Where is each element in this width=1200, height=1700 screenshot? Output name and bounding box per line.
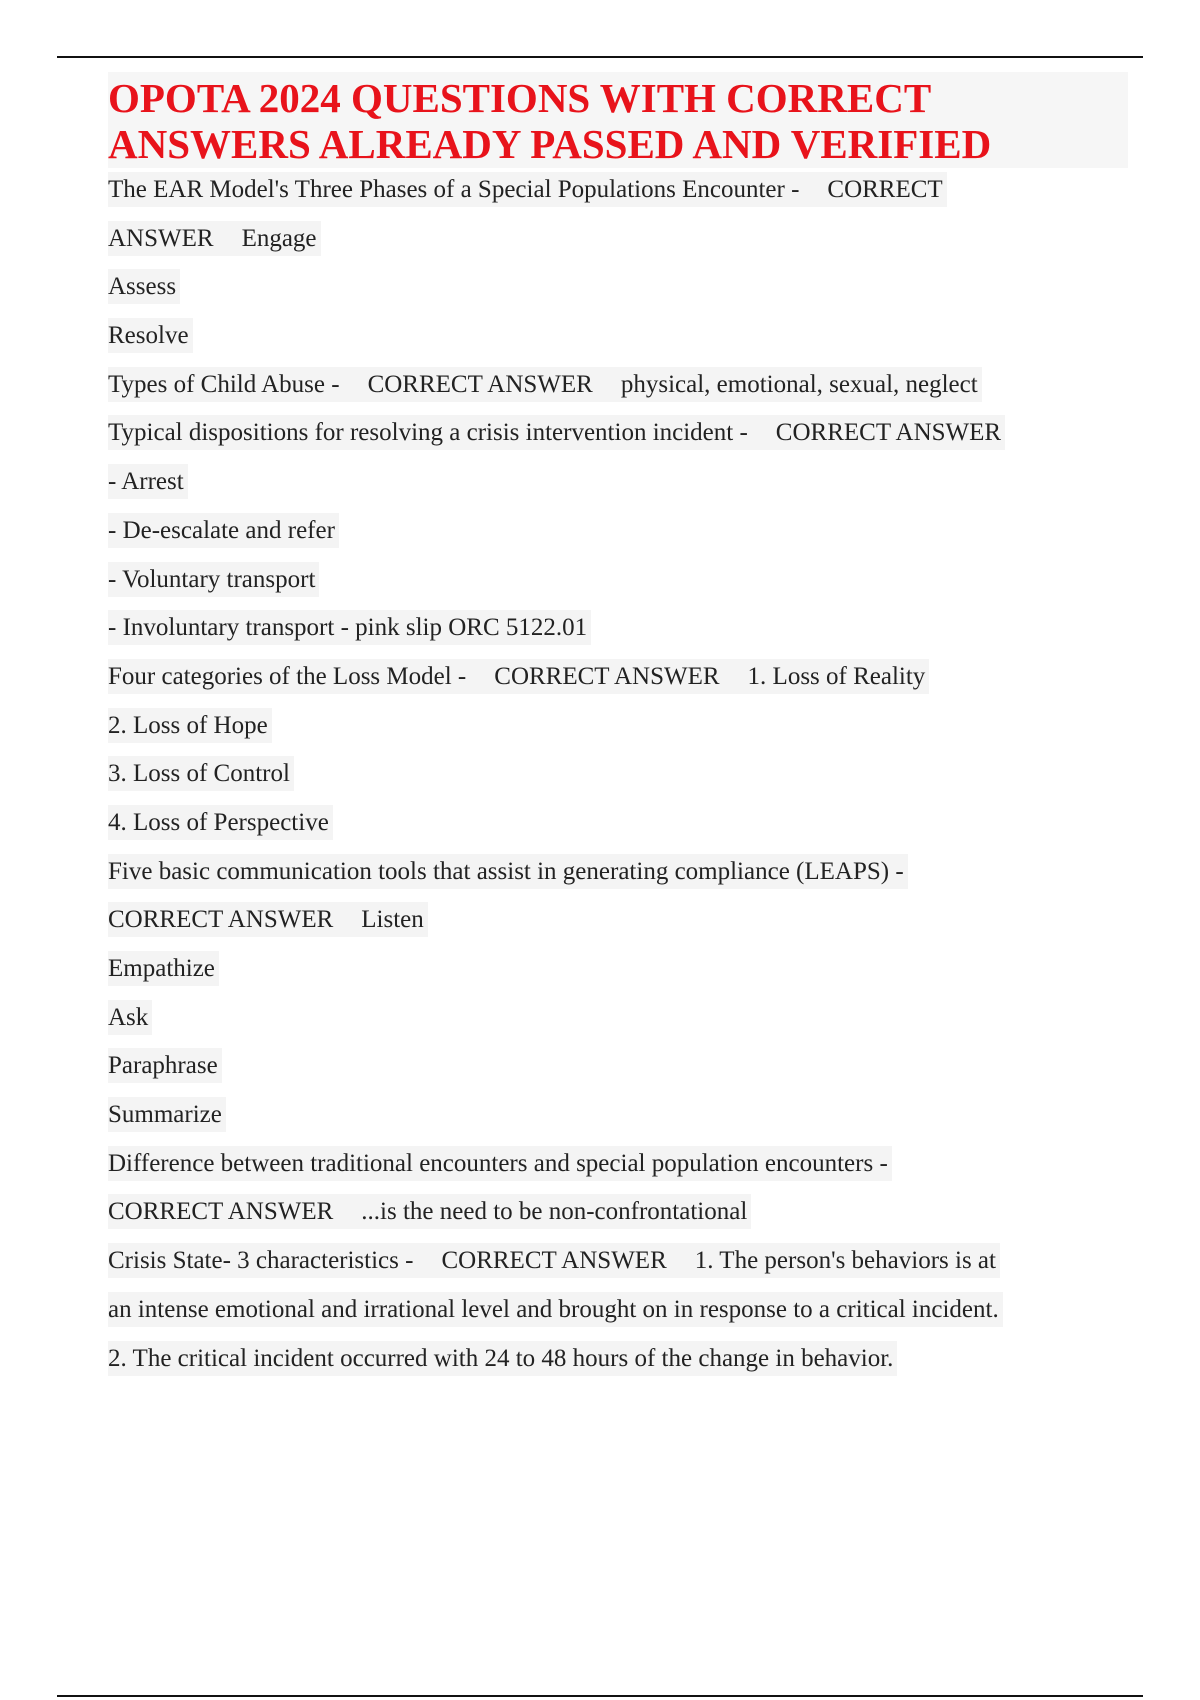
answer-text: 2. Loss of Hope [108, 708, 272, 743]
answer-text: Summarize [108, 1097, 226, 1132]
answer-text: - Involuntary transport - pink slip ORC 5122.01 [108, 610, 591, 645]
answer-text: 1. The person's behaviors is at [694, 1247, 996, 1275]
answer-text: Listen [361, 906, 424, 934]
answer-text: Paraphrase [108, 1048, 222, 1083]
answer-text: 2. The critical incident occurred with 24 to 48 hours of the change in behavior. [108, 1341, 897, 1376]
answer-text: - De-escalate and refer [108, 513, 339, 548]
answer-label: ANSWER [108, 224, 214, 252]
qa-line [108, 655, 1133, 704]
answer-text: Resolve [108, 318, 193, 353]
answer-text: Empathize [108, 951, 219, 986]
document-body [108, 72, 1133, 1385]
answer-label: CORRECT ANSWER [108, 1198, 334, 1226]
answer-line [108, 1288, 1133, 1337]
answer-text: Assess [108, 269, 180, 304]
answer-line [108, 606, 1133, 655]
qa-line [108, 850, 1133, 899]
qa-line [108, 1239, 1133, 1288]
answer-text: ...is the need to be non-confrontational [361, 1198, 748, 1226]
answer-text: 1. Loss of Reality [747, 662, 926, 690]
answer-text: physical, emotional, sexual, neglect [620, 370, 978, 398]
answer-line [108, 558, 1133, 607]
answer-line [108, 801, 1133, 850]
qa-line [108, 898, 1133, 947]
question-text: Typical dispositions for resolving a crisis intervention incident - [108, 419, 748, 447]
answer-line [108, 509, 1133, 558]
question-text: Crisis State- 3 characteristics - [108, 1247, 414, 1275]
answer-text: Engage [241, 224, 317, 252]
answer-label: CORRECT ANSWER [441, 1247, 667, 1275]
title-line-1: OPOTA 2024 QUESTIONS WITH CORRECT [108, 75, 932, 121]
answer-label: CORRECT ANSWER [108, 906, 334, 934]
answer-line [108, 996, 1133, 1045]
answer-label: CORRECT ANSWER [775, 419, 1002, 447]
answer-label: CORRECT [827, 176, 943, 203]
qa-line [108, 168, 1133, 217]
question-text: Types of Child Abuse - [108, 370, 340, 398]
answer-line [108, 265, 1133, 314]
answer-line [108, 460, 1133, 509]
answer-text: Ask [108, 1000, 152, 1035]
answer-line [108, 1044, 1133, 1093]
bottom-rule [57, 1695, 1143, 1697]
qa-line [108, 1190, 1133, 1239]
qa-line [108, 1142, 1133, 1191]
answer-line [108, 314, 1133, 363]
answer-text: 3. Loss of Control [108, 756, 294, 791]
answer-text: 4. Loss of Perspective [108, 805, 333, 840]
answer-text: an intense emotional and irrational level and brought on in response to a critical incident. [108, 1292, 1003, 1327]
answer-label: CORRECT ANSWER [494, 662, 720, 690]
question-text: Difference between traditional encounters and special population encounters - [108, 1149, 888, 1177]
qa-line [108, 411, 1133, 460]
question-text: Four categories of the Loss Model - [108, 662, 467, 690]
question-text: Five basic communication tools that assist in generating compliance (LEAPS) - [108, 857, 904, 885]
qa-line [108, 217, 1133, 266]
answer-line [108, 1093, 1133, 1142]
answer-label: CORRECT ANSWER [367, 370, 593, 398]
title-line-2: ANSWERS ALREADY PASSED AND VERIFIED [108, 121, 992, 167]
answer-text: - Voluntary transport [108, 562, 319, 597]
question-text: The EAR Model's Three Phases of a Special Populations Encounter - [108, 176, 800, 203]
top-rule [57, 56, 1143, 58]
document-title [108, 72, 1128, 168]
answer-line [108, 752, 1133, 801]
answer-text: - Arrest [108, 464, 188, 499]
qa-line [108, 363, 1133, 412]
answer-line [108, 704, 1133, 753]
answer-line [108, 1337, 1133, 1386]
answer-line [108, 947, 1133, 996]
